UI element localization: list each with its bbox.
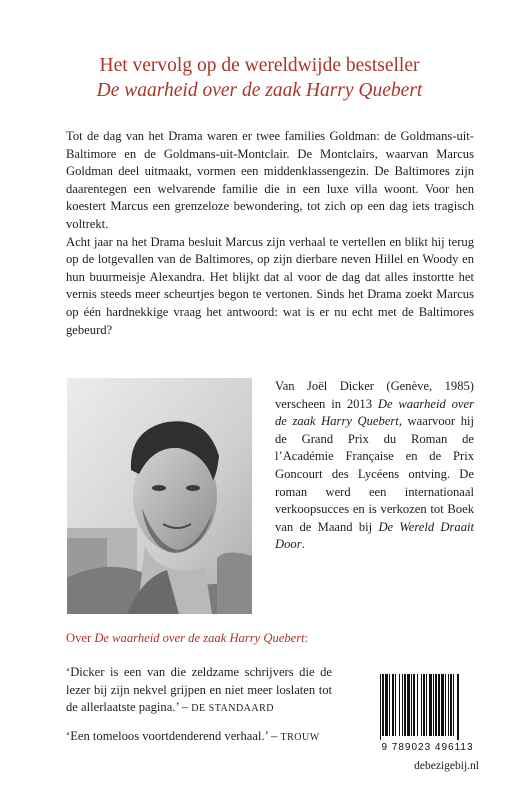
barcode-bar xyxy=(441,674,444,736)
bio-tv-show-title: De Wereld Draait Door xyxy=(275,519,474,552)
reviews-intro-suffix: : xyxy=(304,631,309,645)
barcode-bar xyxy=(392,674,394,736)
barcode-bar xyxy=(402,674,403,736)
barcode-bar xyxy=(413,674,415,736)
book-blurb xyxy=(66,128,474,339)
barcode-bar xyxy=(448,674,449,736)
barcode-bar xyxy=(423,674,425,736)
barcode-bars xyxy=(376,672,479,740)
review-quote-text: ‘Een tomeloos voortdenderend verhaal.’ – xyxy=(66,729,281,743)
review-quote-trouw xyxy=(66,728,346,747)
review-quote-source: TROUW xyxy=(280,732,320,743)
author-photo xyxy=(67,378,252,614)
barcode-bar xyxy=(411,674,412,736)
headline-line-2: De waarheid over de zaak Harry Quebert xyxy=(96,80,423,101)
barcode-bar xyxy=(421,674,422,736)
bio-text-2: , waarvoor hij de Grand Prix du Roman de l’Académie Française en de Prix Goncourt des Lycéens ontving. De roman werd een internationaal verkoopsucces en is verkozen tot Boek van de Maand bij xyxy=(275,414,474,534)
bio-book-title: De waarheid over de zaak Harry Quebert xyxy=(275,396,474,429)
reviews-intro xyxy=(66,630,366,648)
bio-text-3: . xyxy=(301,537,305,552)
review-quote-text: ‘Dicker is een van die zeldzame schrijvers die de lezer bij zijn nekvel grijpen en niet meer loslaten tot de allerlaatste pagina.’ – xyxy=(66,665,332,715)
reviews-intro-title: De waarheid over de zaak Harry Quebert xyxy=(94,631,305,645)
barcode-bar xyxy=(417,674,418,736)
reviews-intro-prefix: Over xyxy=(66,631,95,645)
barcode-bar xyxy=(380,674,381,740)
barcode-bar xyxy=(429,674,432,736)
author-bio xyxy=(275,378,474,554)
barcode-bar xyxy=(435,674,437,736)
bio-text-1: Van Joël Dicker (Genève, 1985) verscheen in 2013 xyxy=(275,379,474,411)
isbn-number: 9 789023 496113 xyxy=(381,742,474,753)
barcode-bar xyxy=(389,674,390,736)
barcode-bar xyxy=(445,674,446,736)
barcode-bar xyxy=(433,674,434,736)
barcode-bar xyxy=(457,674,459,740)
review-quote-standaard xyxy=(66,664,332,718)
barcode-bar xyxy=(438,674,440,736)
barcode-bar xyxy=(382,674,384,736)
barcode-bar xyxy=(407,674,410,736)
blurb-paragraph-2: Acht jaar na het Drama besluit Marcus zijn verhaal te vertellen en blikt hij terug op de lotgevallen van de Baltimores, op zijn dierbare neven Hillel en Woody en hun buurmeisje Alexandra. Het blijkt dat al voor de dag dat alles instortte het vernis steeds meer scheurtjes begon te vertonen. Sinds het Drama zoekt Marcus op één hardnekkige vraag het antwoord: wat is er nu echt met de Baltimores gebeurd? xyxy=(66,234,474,337)
barcode-bar xyxy=(395,674,396,736)
blurb-paragraph-1: Tot de dag van het Drama waren er twee families Goldman: de Goldmans-uit-Baltimore en de Goldmans-uit-Montclair. De Montclairs, waarvan Marcus Goldman deel uitmaakt, vormen een middenklassengezin. De Baltimores zijn daarentegen een welvarende familie die in een luxe villa woont. Voor hen koestert Marcus een grenzeloze bewondering, tot zich op een dag iets tragisch voltrekt. xyxy=(66,129,474,231)
cover-headline xyxy=(0,53,519,103)
headline-line-1: Het vervolg op de wereldwijde bestseller xyxy=(99,55,420,76)
publisher-website: debezigebij.nl xyxy=(414,760,479,772)
barcode-bar xyxy=(453,674,454,736)
barcode-bar xyxy=(385,674,388,736)
barcode-bar xyxy=(450,674,452,736)
barcode-bar xyxy=(404,674,406,736)
barcode-bar xyxy=(399,674,400,736)
barcode-bar xyxy=(426,674,427,736)
review-quote-source: DE STANDAARD xyxy=(191,703,274,715)
